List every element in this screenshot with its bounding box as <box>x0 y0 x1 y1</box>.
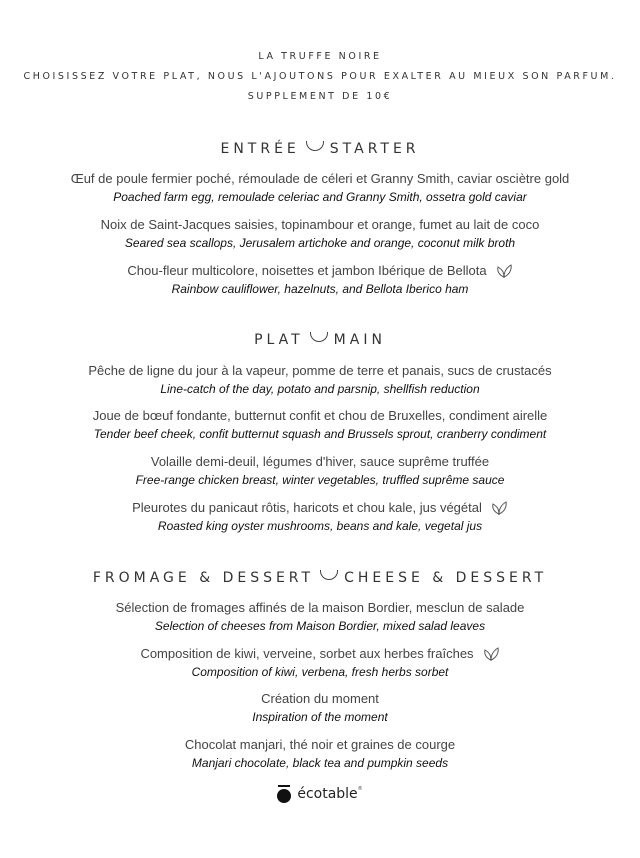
dish-name-fr: Composition de kiwi, verveine, sorbet aux herbes fraîches <box>140 646 474 661</box>
dish-name-en: Poached farm egg, remoulade celeriac and Granny Smith, ossetra gold caviar <box>113 190 527 204</box>
section-title-fr: PLAT <box>254 332 304 348</box>
dish-name-fr: Sélection de fromages affinés de la maison Bordier, mesclun de salade <box>115 600 525 615</box>
dish-name-en: Inspiration of the moment <box>252 710 388 724</box>
dish-name-fr: Noix de Saint-Jacques saisies, topinambour et orange, fumet au lait de coco <box>100 217 540 232</box>
dish-name-en: Tender beef cheek, confit butternut squash and Brussels sprout, cranberry condiment <box>93 427 547 441</box>
menu-supplement: SUPPLEMENT DE 10€ <box>247 91 393 102</box>
brand-name: écotable <box>297 786 358 803</box>
dish-name-fr: Chou-fleur multicolore, noisettes et jambon Ibérique de Bellota <box>127 263 487 278</box>
dish-name-fr: Pleurotes du panicaut rôtis, haricots et chou kale, jus végétal <box>132 500 482 515</box>
section-title-en: STARTER <box>329 141 420 157</box>
section-heading-starter <box>0 141 640 157</box>
dish-name-fr: Œuf de poule fermier poché, rémoulade de céleri et Granny Smith, caviar osciètre gold <box>70 171 570 186</box>
dish-name-fr: Volaille demi-deuil, légumes d'hiver, sauce suprême truffée <box>150 454 490 469</box>
dish-name-fr: Joue de bœuf fondante, butternut confit et chou de Bruxelles, condiment airelle <box>92 408 548 423</box>
menu-title: LA TRUFFE NOIRE <box>258 51 382 62</box>
dish-name-fr: Chocolat manjari, thé noir et graines de courge <box>184 737 456 752</box>
section-heading-main <box>0 332 640 348</box>
leaf-icon <box>495 262 513 281</box>
dish-name-en: Rainbow cauliflower, hazelnuts, and Bellota Iberico ham <box>171 282 469 296</box>
smile-arc-icon <box>306 141 324 151</box>
section-title-en: MAIN <box>333 332 386 348</box>
dish-item-veg <box>0 262 640 281</box>
dish-name-en: Manjari chocolate, black tea and pumpkin seeds <box>191 756 449 770</box>
ecotable-logo <box>0 785 640 803</box>
leaf-icon <box>490 499 508 518</box>
section-title-en: CHEESE & DESSERT <box>344 570 548 586</box>
section-title-fr: ENTRÉE <box>220 141 300 157</box>
section-heading-cheese-dessert <box>0 570 640 586</box>
smile-arc-icon <box>320 570 338 580</box>
dish-item-veg <box>0 645 640 664</box>
section-title-fr: FROMAGE & DESSERT <box>92 570 315 586</box>
dish-name-en: Roasted king oyster mushrooms, beans and kale, vegetal jus <box>157 519 483 533</box>
dish-name-en: Seared sea scallops, Jerusalem artichoke and orange, coconut milk broth <box>124 236 516 250</box>
ecotable-logo-icon <box>277 785 291 803</box>
dish-name-fr: Pêche de ligne du jour à la vapeur, pomme de terre et panais, sucs de crustacés <box>88 363 552 378</box>
registered-mark: ® <box>357 786 363 792</box>
dish-name-en: Free-range chicken breast, winter vegetables, truffled suprême sauce <box>135 473 505 487</box>
leaf-icon <box>482 645 500 664</box>
dish-name-en: Composition of kiwi, verbena, fresh herbs sorbet <box>191 665 449 679</box>
dish-name-en: Line-catch of the day, potato and parsnip, shellfish reduction <box>160 382 480 396</box>
smile-arc-icon <box>310 332 328 342</box>
menu-subtitle: CHOISISSEZ VOTRE PLAT, NOUS L'AJOUTONS POUR EXALTER AU MIEUX SON PARFUM. <box>23 71 617 82</box>
dish-name-fr: Création du moment <box>261 691 379 706</box>
dish-item-veg <box>0 499 640 518</box>
dish-name-en: Selection of cheeses from Maison Bordier, mixed salad leaves <box>154 619 486 633</box>
